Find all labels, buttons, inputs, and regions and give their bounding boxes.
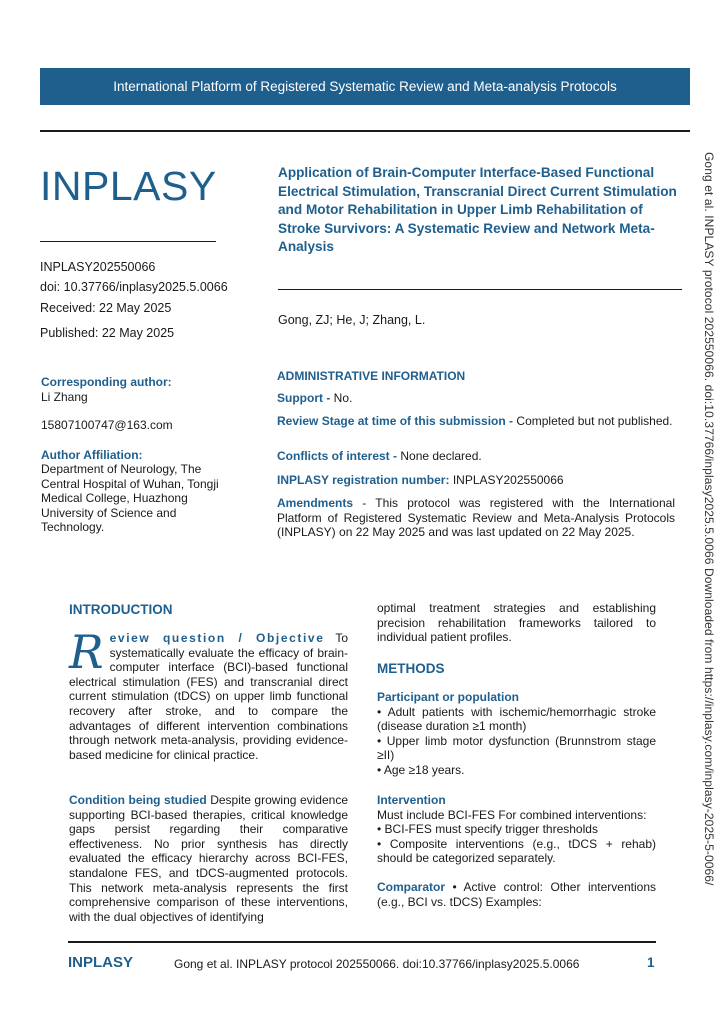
- list-item: • Composite interventions (e.g., tDCS + rehab) should be categorized separately.: [377, 836, 656, 866]
- intervention-label: Intervention: [377, 793, 446, 807]
- inplasy-logo: INPLASY: [40, 163, 217, 209]
- title-divider: [278, 289, 682, 290]
- affiliation-label: Author Affiliation:: [41, 448, 143, 462]
- received-date: Received: 22 May 2025: [40, 301, 172, 315]
- page-number: 1: [647, 955, 655, 970]
- registration-number-line: [277, 473, 675, 488]
- list-item: • BCI-FES must specify trigger thresholds: [377, 822, 598, 837]
- footer-logo: INPLASY: [68, 954, 134, 971]
- intervention-list: [377, 808, 656, 866]
- review-stage-line: [277, 414, 675, 429]
- support-label: Support -: [277, 391, 331, 405]
- conflicts-label: Conflicts of interest -: [277, 449, 398, 463]
- author-email[interactable]: 15807100747@163.com: [41, 418, 173, 432]
- registration-id: INPLASY202550066: [40, 260, 156, 274]
- condition-text: Despite growing evidence supporting BCI-based therapies, critical knowledge gaps persist regarding their comparative effectiveness. No prior synthesis has directly evaluated the efficacy hierarchy across BCI-FES, standalone FES, and tDCS-augmented protocols. This network meta-analysis represents the first comprehensive comparison of these interventions, with the dual objectives of identifying: [69, 793, 348, 924]
- introduction-heading: INTRODUCTION: [69, 602, 173, 617]
- registration-number-label: INPLASY registration number:: [277, 473, 450, 487]
- author-list: Gong, ZJ; He, J; Zhang, L.: [278, 313, 426, 327]
- review-stage-value: Completed but not published.: [513, 414, 673, 428]
- doi-text[interactable]: doi: 10.37766/inplasy2025.5.0066: [40, 280, 228, 294]
- banner-text: International Platform of Registered Systematic Review and Meta-analysis Protocols: [113, 79, 617, 94]
- comparator-paragraph: [377, 880, 656, 909]
- intervention-section: [377, 793, 656, 866]
- sideways-citation: Gong et al. INPLASY protocol 202550066. doi:10.37766/inplasy2025.5.0066 Downloaded from https://inplasy.com/inplasy-2025-5-0066/: [702, 152, 716, 886]
- review-question-label: eview question / Objective: [109, 631, 325, 645]
- drop-cap: R: [69, 625, 104, 679]
- list-item: • Age ≥18 years.: [377, 762, 465, 777]
- conflicts-line: [277, 449, 675, 464]
- published-date: Published: 22 May 2025: [40, 326, 175, 340]
- list-item: • Adult patients with ischemic/hemorrhagic stroke (disease duration ≥1 month): [377, 704, 656, 734]
- comparator-text: • Active control: Other interventions (e.g., BCI vs. tDCS) Examples:: [377, 880, 656, 909]
- introduction-continuation: optimal treatment strategies and establishing precision rehabilitation frameworks tailored to individual patient profiles.: [377, 601, 656, 645]
- comparator-label: Comparator: [377, 880, 446, 894]
- top-divider: [40, 130, 690, 132]
- review-stage-label: Review Stage at time of this submission -: [277, 414, 514, 428]
- admin-heading: ADMINISTRATIVE INFORMATION: [277, 369, 466, 383]
- logo-underline: [40, 241, 216, 242]
- registration-number-value: INPLASY202550066: [449, 473, 564, 487]
- footer-citation: Gong et al. INPLASY protocol 202550066. doi:10.37766/inplasy2025.5.0066: [174, 957, 580, 971]
- affiliation-text: Department of Neurology, The Central Hospital of Wuhan, Tongji Medical College, Huazhong University of Science and Technology.: [41, 462, 219, 534]
- list-item: • Upper limb motor dysfunction (Brunnstrom stage ≥II): [377, 733, 656, 763]
- footer-divider: [68, 941, 656, 943]
- amendments-paragraph: [277, 496, 675, 540]
- support-line: [277, 391, 675, 406]
- corresponding-author-label: Corresponding author:: [41, 375, 172, 389]
- conflicts-value: None declared.: [397, 449, 482, 463]
- list-item: Must include BCI-FES For combined interventions:: [377, 807, 647, 822]
- corresponding-author-name: Li Zhang: [41, 390, 88, 404]
- methods-heading: METHODS: [377, 661, 445, 676]
- condition-label: Condition being studied: [69, 793, 207, 807]
- amendments-value: - This protocol was registered with the International Platform of Registered Systematic Review and Meta-Analysis Protocols (INPLASY) on 22 May 2025 and was last updated on 22 May 2025.: [277, 496, 675, 539]
- review-question-paragraph: [69, 625, 348, 762]
- paper-title: Application of Brain-Computer Interface-Based Functional Electrical Stimulation, Transcranial Direct Current Stimulation and Motor Rehabilitation in Upper Limb Rehabilitation of Stroke Survivors: A Systematic Review and Network Meta-Analysis: [278, 165, 677, 254]
- amendments-label: Amendments: [277, 496, 354, 510]
- header-banner: [40, 68, 690, 105]
- condition-paragraph: [69, 793, 348, 924]
- review-question-text: To systematically evaluate the efficacy of brain-computer interface (BCI)-based functional electrical stimulation (FES) and transcranial direct current stimulation (tDCS) on upper limb functional recovery after stroke, and to compare the advantages of different intervention combinations through network meta-analysis, providing evidence-based medicine for clinical practice.: [69, 631, 348, 762]
- participant-section: [377, 690, 656, 778]
- participant-list: [377, 705, 656, 778]
- participant-label: Participant or population: [377, 690, 520, 704]
- support-value: No.: [330, 391, 353, 405]
